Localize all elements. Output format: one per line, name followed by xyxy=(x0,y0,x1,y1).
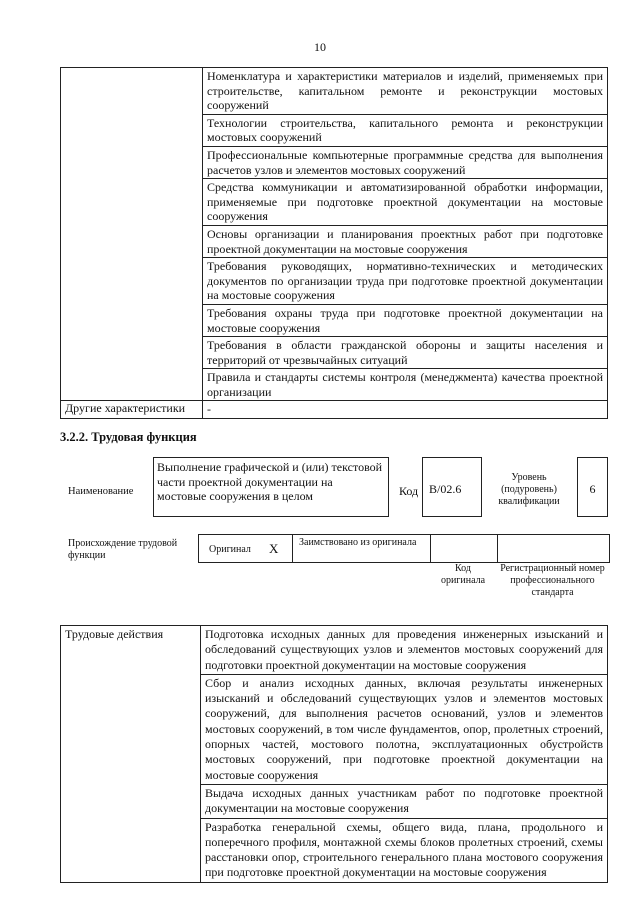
borrowed-label: Заимствовано из оригинала xyxy=(299,537,417,548)
table-row xyxy=(61,626,608,675)
table-cell: Подготовка исходных данных для проведения инженерных изысканий и обследований существующих узлов и элементов мостовых сооружений для подготовки проектной документации на мостовые сооружения xyxy=(201,626,608,675)
registration-number-caption: Регистрационный номер профессионального стандарта xyxy=(500,563,605,598)
function-code: B/02.6 xyxy=(422,457,482,517)
other-characteristics-label: Другие характеристики xyxy=(61,401,203,419)
labor-actions-table xyxy=(60,625,608,883)
table-cell: Средства коммуникации и автоматизированной обработки информации, применяемые при подготовке проектной документации на мостовые сооружения xyxy=(203,179,608,226)
table-cell: Требования в области гражданской обороны и защиты населения и территорий от чрезвычайных ситуаций xyxy=(203,337,608,369)
table-cell: Разработка генеральной схемы, общего вида, плана, продольного и поперечного профиля, монтажной схемы блоков пролетных строений, схемы расстановки опор, строительного генерального плана мостового сооружения при подготовке проектной документации на мостовые сооружения xyxy=(201,818,608,882)
code-label: Код xyxy=(399,484,419,498)
origin-box xyxy=(198,534,610,563)
other-characteristics-value: - xyxy=(203,401,608,419)
table-cell: Технологии строительства, капитального ремонта и реконструкции мостовых сооружений xyxy=(203,114,608,146)
original-label: Оригинал xyxy=(209,544,251,555)
table-cell: Требования охраны труда при подготовке проектной документации на мостовые сооружения xyxy=(203,304,608,336)
divider xyxy=(292,535,293,562)
table-cell: Сбор и анализ исходных данных, включая результаты инженерных изысканий и обследований существующих узлов и элементов мостовых сооружений, для выполнения расчетов оснований, узлов и элементов мостовых сооружений, в том числе фундаментов, опор, пролетных строений, опорных частей, мостового полотна, эксплуатационных обустройств мостовых сооружений, при подготовке проектной документации на мостовые сооружения xyxy=(201,674,608,784)
table-cell: Номенклатура и характеристики материалов и изделий, применяемых при строительстве, капитальном ремонте и реконструкции мостовых сооружений xyxy=(203,68,608,115)
knowledge-table xyxy=(60,67,608,419)
function-name: Выполнение графической и (или) текстовой части проектной документации на мостовые сооружения в целом xyxy=(153,457,389,517)
section-title: 3.2.2. Трудовая функция xyxy=(60,430,197,444)
level-label: Уровень (подуровень) квалификации xyxy=(498,472,560,507)
table-cell: Профессиональные компьютерные программные средства для выполнения расчетов узлов и элементов мостовых сооружений xyxy=(203,146,608,178)
table-cell: Выдача исходных данных участникам работ по подготовке проектной документации на мостовые сооружения xyxy=(201,784,608,818)
table-row xyxy=(61,68,608,115)
table-cell: Правила и стандарты системы контроля (менеджмента) качества проектной организации xyxy=(203,369,608,401)
name-label: Наименование xyxy=(68,486,134,497)
labor-actions-label: Трудовые действия xyxy=(61,626,201,883)
divider xyxy=(430,535,431,562)
table-row xyxy=(61,401,608,419)
divider xyxy=(497,535,498,562)
code-original-caption: Код оригинала xyxy=(440,563,486,586)
origin-label: Происхождение трудовой функции xyxy=(68,538,178,561)
table-cell: Требования руководящих, нормативно-технических и методических документов по организации труда при подготовке проектной документации на мостовые сооружения xyxy=(203,258,608,305)
knowledge-label-cell xyxy=(61,68,203,401)
table-cell: Основы организации и планирования проектных работ при подготовке проектной документации на мостовые сооружения xyxy=(203,225,608,257)
original-mark: X xyxy=(269,541,279,556)
page-number: 10 xyxy=(314,40,326,54)
level-value: 6 xyxy=(577,457,608,517)
